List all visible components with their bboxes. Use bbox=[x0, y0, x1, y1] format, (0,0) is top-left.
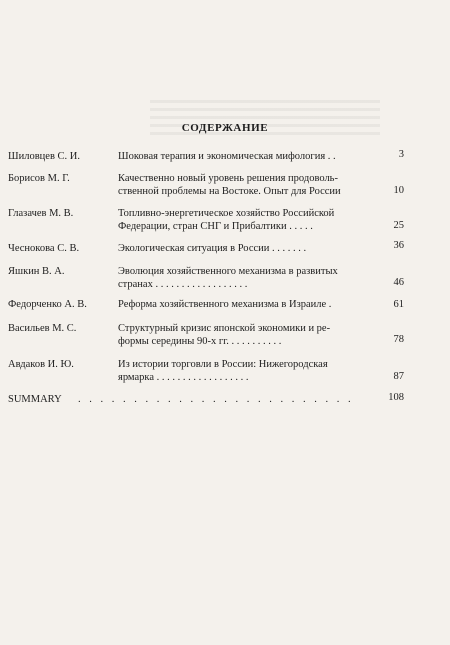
entry-title-line: Реформа хозяйственного механизма в Израиле . bbox=[118, 299, 332, 310]
entry-title bbox=[118, 172, 378, 198]
entry-author: Глазачев М. В. bbox=[8, 208, 74, 219]
entry-author: Борисов М. Г. bbox=[8, 173, 70, 184]
summary-leader-dots: . . . . . . . . . . . . . . . . . . . . . . . . . bbox=[78, 394, 354, 405]
entry-title-line: ярмарка . . . . . . . . . . . . . . . . . . bbox=[118, 372, 249, 383]
toc-heading: СОДЕРЖАНИЕ bbox=[181, 122, 269, 134]
entry-author: Федорченко А. В. bbox=[8, 299, 87, 310]
entry-title-line: Качественно новый уровень решения продоволь- bbox=[118, 173, 338, 184]
summary-label: SUMMARY bbox=[8, 394, 62, 405]
entry-author: Шиловцев С. И. bbox=[8, 151, 80, 162]
summary-page-number: 108 bbox=[388, 392, 404, 403]
entry-title-line: формы середины 90-х гг. . . . . . . . . . . bbox=[118, 336, 282, 347]
entry-title-line: Топливно-энергетическое хозяйство Российской bbox=[118, 208, 335, 219]
entry-title-line: Структурный кризис японской экономики и ре- bbox=[118, 323, 331, 334]
entry-author: Васильев М. С. bbox=[8, 323, 77, 334]
entry-title bbox=[118, 150, 378, 163]
entry-title-line: Федерации, стран СНГ и Прибалтики . . . . . bbox=[118, 221, 313, 232]
entry-author: Авдаков И. Ю. bbox=[8, 359, 74, 370]
entry-page-number: 3 bbox=[398, 149, 404, 160]
entry-author: Чеснокова С. В. bbox=[8, 243, 80, 254]
entry-title bbox=[118, 207, 378, 233]
entry-page-number: 61 bbox=[393, 299, 404, 310]
entry-page-number: 78 bbox=[393, 334, 404, 345]
entry-page-number: 36 bbox=[393, 240, 404, 251]
entry-page-number: 87 bbox=[393, 371, 404, 382]
entry-title-line: Шоковая терапия и экономическая мифология . . bbox=[118, 151, 336, 162]
entry-title-line: ственной проблемы на Востоке. Опыт для России bbox=[118, 186, 341, 197]
entry-title bbox=[118, 242, 378, 255]
entry-title-line: странах . . . . . . . . . . . . . . . . . . bbox=[118, 279, 248, 290]
entry-title-line: Экологическая ситуация в России . . . . . . . bbox=[118, 243, 307, 254]
entry-page-number: 46 bbox=[393, 277, 404, 288]
entry-author: Яшкин В. А. bbox=[8, 266, 65, 277]
entry-title bbox=[118, 265, 378, 291]
entry-page-number: 10 bbox=[393, 185, 404, 196]
entry-title bbox=[118, 298, 378, 311]
entry-title-line: Эволюция хозяйственного механизма в развитых bbox=[118, 266, 338, 277]
entry-title bbox=[118, 322, 378, 348]
entry-title bbox=[118, 358, 378, 384]
entry-page-number: 25 bbox=[393, 220, 404, 231]
entry-title-line: Из истории торговли в России: Нижегородская bbox=[118, 359, 328, 370]
